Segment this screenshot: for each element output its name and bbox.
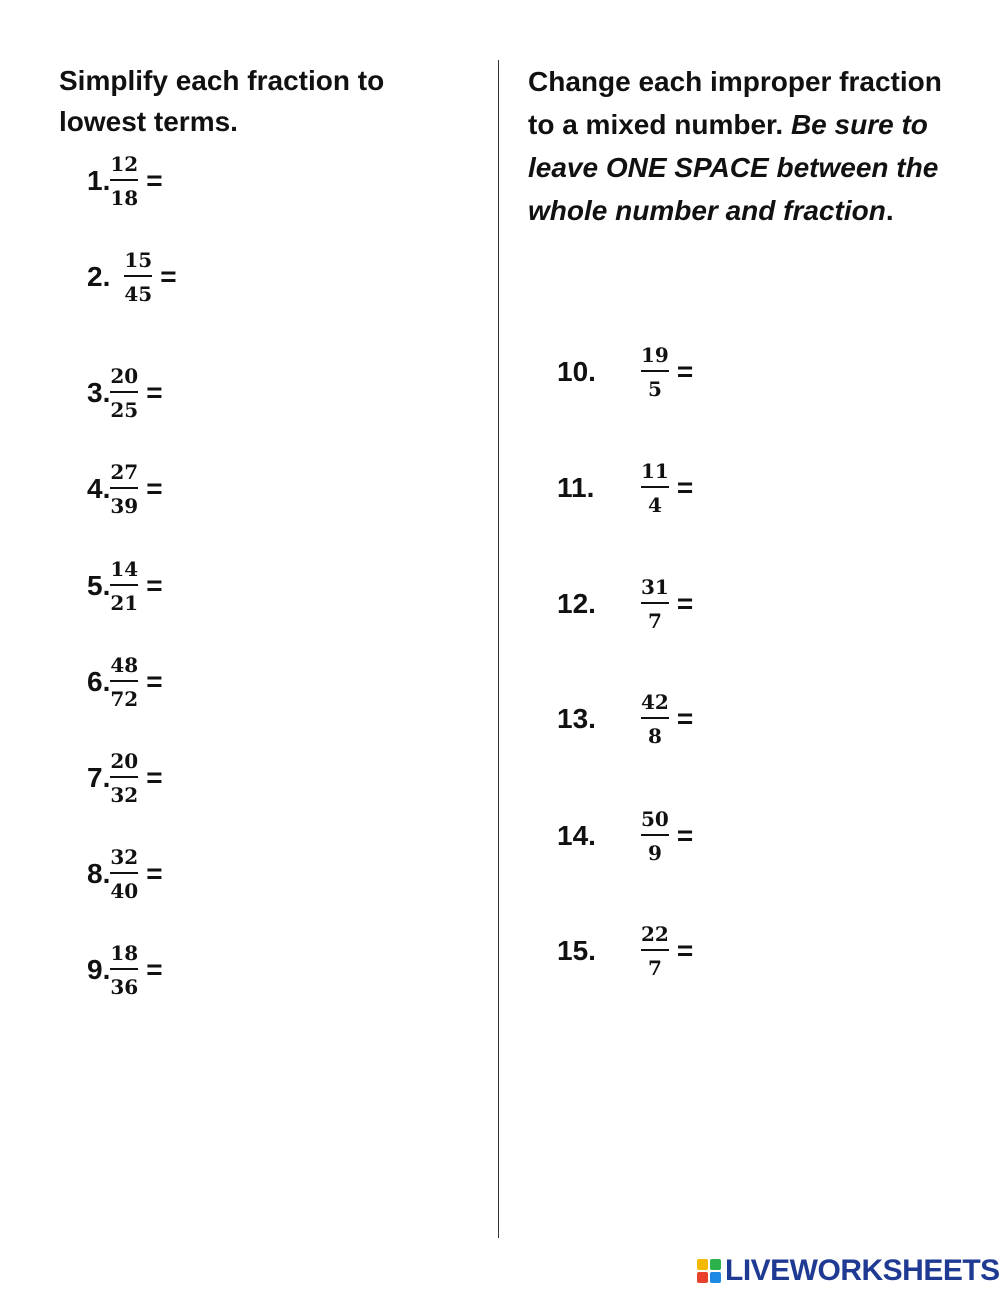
problem-number: 15. [557,935,596,966]
equals-sign: = [676,356,694,387]
denominator: 40 [110,879,139,903]
equals-sign: = [676,588,694,619]
logo-mark-icon [697,1259,721,1283]
denominator: 18 [110,186,139,210]
fraction [110,365,138,421]
numerator: 48 [110,653,139,677]
denominator: 25 [110,398,139,422]
spacing-note: Be sure to leave ONE SPACE between the whole number and fraction [528,109,939,226]
fraction [110,558,138,614]
equals-sign: = [146,473,163,504]
problem-12 [557,569,693,639]
problem-number: 7. [87,762,111,793]
numerator: 20 [110,749,139,773]
fraction-bar [110,680,138,682]
numerator: 11 [641,459,669,483]
problem-number: 1. [87,165,111,196]
fraction [110,654,138,710]
logo-text: LIVEWORKSHEETS [725,1254,1000,1287]
problem-9 [87,935,163,1005]
denominator: 8 [647,724,662,748]
fraction [110,750,138,806]
fraction-bar [110,584,138,586]
numerator: 50 [641,807,669,831]
fraction-bar [110,776,138,778]
equals-sign: = [146,666,163,697]
fraction-bar [641,370,669,372]
fraction [110,153,138,209]
numerator: 15 [124,248,153,272]
fraction [641,460,669,516]
denominator: 45 [124,282,153,306]
fraction [641,923,669,979]
denominator: 72 [110,687,139,711]
equals-sign: = [146,762,163,793]
numerator: 22 [641,922,669,946]
fraction [110,846,138,902]
denominator: 39 [110,494,139,518]
fraction [124,249,152,305]
problem-number: 12. [557,588,596,619]
numerator: 12 [110,152,139,176]
problem-15 [557,916,693,986]
problem-7 [87,743,163,813]
equals-sign: = [676,703,694,734]
equals-sign: = [146,858,163,889]
fraction-bar [110,391,138,393]
problem-number: 13. [557,703,596,734]
problem-1 [87,146,163,216]
fraction-bar [110,487,138,489]
spacing-note-period: . [885,195,894,226]
problem-number: 11. [557,472,595,503]
numerator: 32 [110,845,139,869]
fraction-bar [124,275,152,277]
equals-sign: = [146,377,163,408]
problem-5 [87,551,163,621]
numerator: 19 [641,343,669,367]
problem-number: 5. [87,570,111,601]
simplify-instructions: Simplify each fraction to lowest terms. [59,65,385,137]
numerator: 14 [110,557,139,581]
problem-8 [87,839,163,909]
problem-number: 9. [87,954,111,985]
denominator: 4 [647,493,662,517]
logo-square [697,1259,708,1270]
fraction [110,461,138,517]
problem-6 [87,647,163,717]
equals-sign: = [146,570,163,601]
denominator: 32 [110,783,139,807]
fraction-bar [110,179,138,181]
equals-sign: = [676,820,694,851]
denominator: 21 [110,591,139,615]
problem-14 [557,801,693,871]
equals-sign: = [160,261,177,292]
fraction [641,808,669,864]
fraction [641,576,669,632]
problem-number: 10. [557,356,596,387]
problem-4 [87,454,163,524]
equals-sign: = [676,935,694,966]
fraction [641,691,669,747]
fraction-bar [641,949,669,951]
numerator: 27 [110,460,139,484]
mixed-number-instructions [528,60,968,232]
denominator: 7 [647,609,662,633]
numerator: 20 [110,364,139,388]
numerator: 31 [641,575,669,599]
numerator: 42 [641,690,669,714]
equals-sign: = [676,472,694,503]
equals-sign: = [146,954,163,985]
fraction [110,942,138,998]
fraction-bar [641,834,669,836]
problem-number: 14. [557,820,596,851]
problem-13 [557,684,693,754]
problem-10 [557,337,693,407]
problem-number: 4. [87,473,111,504]
fraction-bar [641,602,669,604]
denominator: 9 [647,841,662,865]
fraction [641,344,669,400]
denominator: 7 [647,956,662,980]
problem-11 [557,453,693,523]
fraction-bar [110,968,138,970]
problem-2 [87,242,177,312]
column-divider [498,60,499,1238]
denominator: 36 [110,975,139,999]
liveworksheets-logo [697,1256,1000,1286]
problem-3 [87,358,163,428]
problem-number: 8. [87,858,111,889]
logo-square [710,1259,721,1270]
problem-number: 2. [87,261,111,292]
logo-square [697,1272,708,1283]
problem-number: 6. [87,666,111,697]
numerator: 18 [110,941,139,965]
fraction-bar [641,486,669,488]
fraction-bar [641,717,669,719]
equals-sign: = [146,165,163,196]
mixed-number-heading: Change each improper fraction to a mixed number. [528,66,942,140]
denominator: 5 [647,377,662,401]
problem-number: 3. [87,377,111,408]
logo-square [710,1272,721,1283]
fraction-bar [110,872,138,874]
